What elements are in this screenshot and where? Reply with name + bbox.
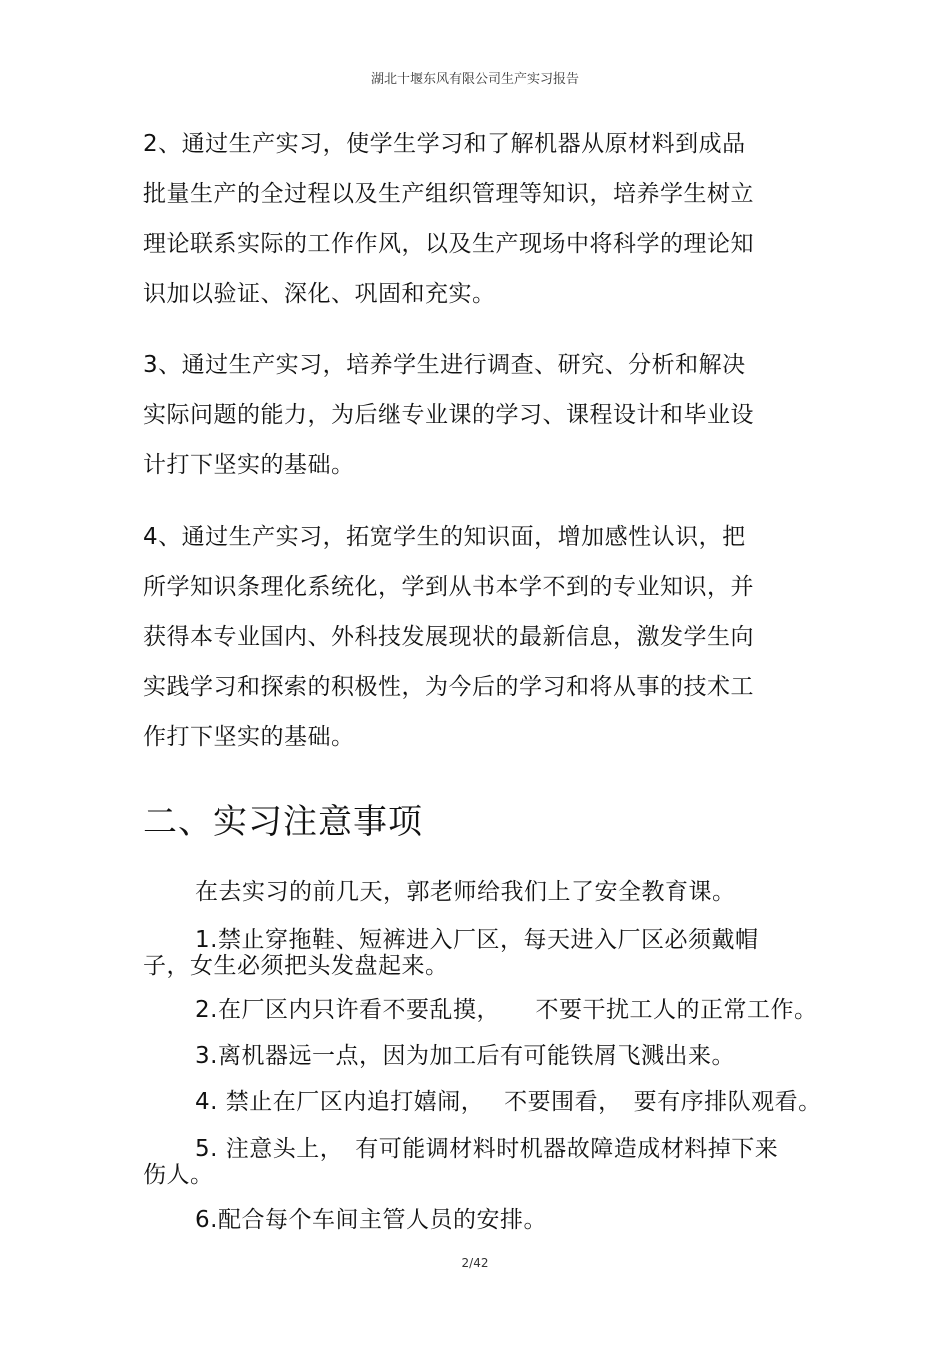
rule-2: 2.在厂区内只许看不要乱摸， 不要干扰工人的正常工作。 xyxy=(195,997,818,1023)
section-heading: 二、实习注意事项 xyxy=(143,802,423,842)
rule-5-line-2: 伤人。 xyxy=(143,1162,214,1188)
paragraph-4-line-4: 实践学习和探索的积极性，为今后的学习和将从事的技术工 xyxy=(143,674,754,700)
paragraph-3-line-2: 实际问题的能力，为后继专业课的学习、课程设计和毕业设 xyxy=(143,402,754,428)
rule-6: 6.配合每个车间主管人员的安排。 xyxy=(195,1207,547,1233)
rule-1-line-2: 子，女生必须把头发盘起来。 xyxy=(143,953,449,979)
paragraph-2-line-3: 理论联系实际的工作作风，以及生产现场中将科学的理论知 xyxy=(143,231,754,257)
rule-4: 4. 禁止在厂区内追打嬉闹， 不要围看， 要有序排队观看。 xyxy=(195,1089,822,1115)
paragraph-2-line-1: 2、通过生产实习，使学生学习和了解机器从原材料到成品 xyxy=(143,131,746,157)
rule-1-line-1: 1.禁止穿拖鞋、短裤进入厂区，每天进入厂区必须戴帽 xyxy=(195,927,759,953)
rule-5-line-1: 5. 注意头上， 有可能调材料时机器故障造成材料掉下来 xyxy=(195,1136,779,1162)
paragraph-3-line-1: 3、通过生产实习，培养学生进行调查、研究、分析和解决 xyxy=(143,352,746,378)
rule-3: 3.离机器远一点，因为加工后有可能铁屑飞溅出来。 xyxy=(195,1043,735,1069)
page-header: 湖北十堰东风有限公司生产实习报告 xyxy=(370,72,579,87)
paragraph-4-line-2: 所学知识条理化系统化，学到从书本学不到的专业知识，并 xyxy=(143,574,754,600)
paragraph-2-line-2: 批量生产的全过程以及生产组织管理等知识，培养学生树立 xyxy=(143,181,754,207)
section-intro: 在去实习的前几天，郭老师给我们上了安全教育课。 xyxy=(195,879,736,905)
paragraph-4-line-5: 作打下坚实的基础。 xyxy=(143,724,355,750)
paragraph-3-line-3: 计打下坚实的基础。 xyxy=(143,452,355,478)
page-number: 2/42 xyxy=(461,1256,489,1270)
paragraph-2-line-4: 识加以验证、深化、巩固和充实。 xyxy=(143,281,496,307)
paragraph-4-line-1: 4、通过生产实习，拓宽学生的知识面，增加感性认识，把 xyxy=(143,524,746,550)
paragraph-4-line-3: 获得本专业国内、外科技发展现状的最新信息，激发学生向 xyxy=(143,624,754,650)
